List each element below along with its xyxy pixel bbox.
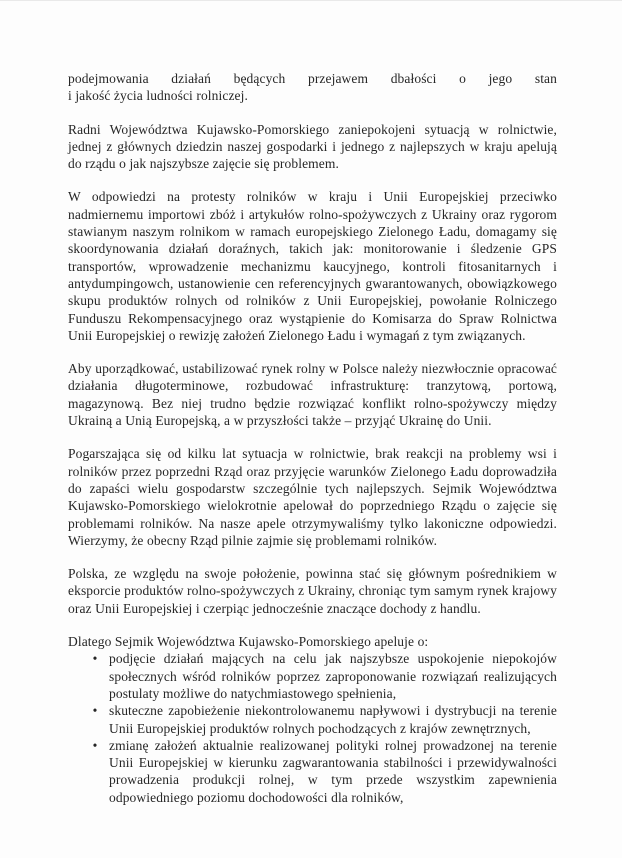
intro-line-justified: podejmowania działań będących przejawem dbałości o jego stan <box>68 71 557 86</box>
intro-paragraph <box>68 70 557 105</box>
bullet-text: zmianę założeń aktualnie realizowanej polityki rolnej prowadzonej na terenie Unii Europejskiej w kierunku zagwarantowania stabilności i przewidywalności prowadzenia produkcji rolnej, w tym przede wszystkim zapewnienia odpowiedniego poziomu dochodowości dla rolników, <box>109 737 557 805</box>
paragraph-rynek-rolny: Aby uporządkować, ustabilizować rynek rolny w Polsce należy niezwłocznie opracować działania długoterminowe, rozbudować infrastrukturę: tranzytową, portową, magazynową. Bez niej trudno będzie rozwiązać konflikt rolno-spożywczy między Ukrainą a Unią Europejską, a w przyszłości także – przyjąć Ukrainę do Unii. <box>68 361 557 429</box>
bullet-icon: • <box>92 703 98 719</box>
bullet-text: podjęcie działań mających na celu jak najszybsze uspokojenie niepokojów społecznych wśród rolników poprzez zaproponowanie rozwiązań realizujących postulaty możliwe do natychmiastowego spełnienia, <box>109 651 557 701</box>
intro-line-last: i jakość życia ludności rolniczej. <box>68 88 248 104</box>
bullet-text: skuteczne zapobieżenie niekontrolowanemu napływowi i dystrybucji na terenie Unii Europejskiej produktów rolnych pochodzących z krajów zewnętrznych, <box>109 703 557 736</box>
bullet-item-uspokojenie <box>68 650 557 702</box>
appeal-heading: Dlatego Sejmik Województwa Kujawsko-Pomorskiego apeluje o: <box>68 634 429 650</box>
page-top-edge <box>0 0 622 1</box>
bullet-item-zapobiezenie <box>68 702 557 737</box>
paragraph-pogarszajaca-sytuacja: Pogarszająca się od kilku lat sytuacja w rolnictwie, brak reakcji na problemy wsi i rolników przez poprzedni Rząd oraz przyjęcie warunków Zielonego Ładu doprowadziła do zapaści wielu gospodarstw szczególnie tych najlepszych. Sejmik Województwa Kujawsko-Pomorskiego wielokrotnie apelował do poprzedniego Rządu o zajęcie się problemami rolników. Na nasze apele otrzymywaliśmy tylko lakoniczne odpowiedzi. Wierzymy, że obecny Rząd pilnie zajmie się problemami rolników. <box>68 446 557 548</box>
bullet-item-zmiana-zalozen <box>68 737 557 806</box>
appeal-bullet-list <box>68 650 557 806</box>
document-content <box>68 70 557 806</box>
paragraph-polska-posrednik: Polska, ze względu na swoje położenie, powinna stać się głównym pośrednikiem w eksporcie produktów rolno-spożywczych z Ukrainy, chroniąc tym samym rynek krajowy oraz Unii Europejskiej i czerpiąc jednocześnie znaczące dochody z handlu. <box>68 566 557 616</box>
paragraph-protesty-rolnikow: W odpowiedzi na protesty rolników w kraju i Unii Europejskiej przeciwko nadmiernemu importowi zbóż i artykułów rolno-spożywczych z Ukrainy oraz rygorom stawianym naszym rolnikom w ramach europejskiego Zielonego Ładu, domagamy się skoordynowania działań doraźnych, takich jak: monitorowanie i śledzenie GPS transportów, wprowadzenie mechanizmu kaucyjnego, kontroli fitosanitarnych i antydumpingowch, ustanowienie cen referencyjnych gwarantowanych, obowiązkowego skupu produktów rolnych od rolników z Unii Europejskiej, powołanie Rolniczego Funduszu Rekompensacyjnego oraz wystąpienie do Komisarza do Spraw Rolnictwa Unii Europejskiej o rewizję założeń Zielonego Ładu i wymagań z tym związanych. <box>68 189 557 343</box>
paragraph-radni-apel: Radni Województwa Kujawsko-Pomorskiego zaniepokojeni sytuacją w rolnictwie, jednej z głównych dziedzin naszej gospodarki i jednego z najlepszych w kraju apelują do rządu o jak najszybsze zajęcie się problemem. <box>68 121 557 172</box>
bullet-icon: • <box>92 737 98 753</box>
bullet-icon: • <box>92 651 98 667</box>
